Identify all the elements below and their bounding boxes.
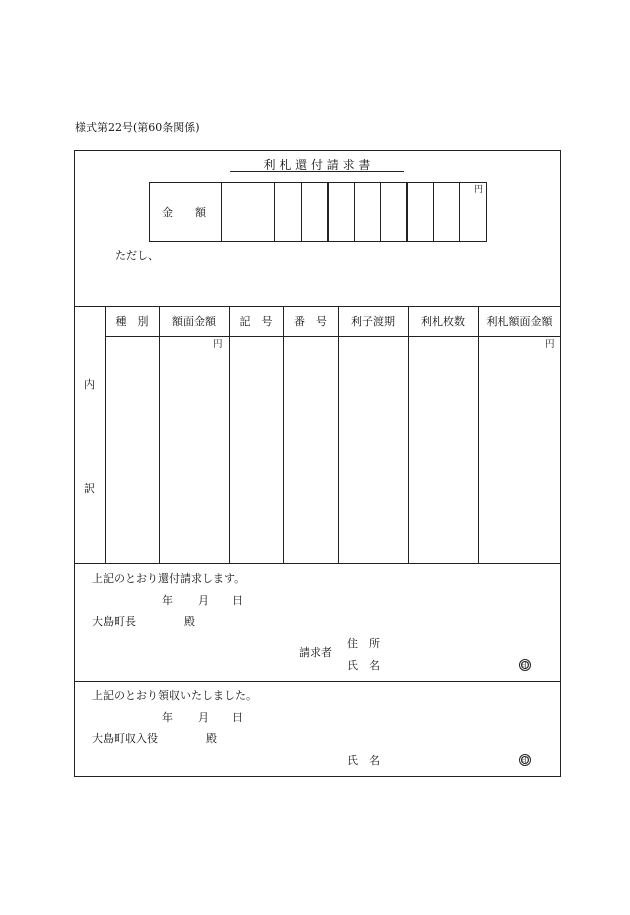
col-symbol: 記 号 <box>239 315 273 328</box>
receipt-year: 年 <box>162 711 173 724</box>
claimant-label: 請求者 <box>299 646 332 659</box>
breakdown-side-bottom: 訳 <box>84 482 95 495</box>
amount-unit: 円 <box>474 185 484 195</box>
receipt-name-label: 氏 名 <box>347 754 380 767</box>
face-value-unit: 円 <box>213 339 223 350</box>
request-day: 日 <box>232 594 243 607</box>
receipt-month: 月 <box>198 711 209 724</box>
col-coupon-total: 利札額面金額 <box>486 315 553 328</box>
receipt-day: 日 <box>232 711 243 724</box>
form-frame <box>74 150 561 777</box>
receipt-statement: 上記のとおり領収いたしました。 <box>92 689 257 702</box>
request-seal-icon: 印 <box>521 661 529 670</box>
receipt-addressee: 大島町収入役 <box>92 732 158 745</box>
receipt-honorific: 殿 <box>206 732 217 745</box>
request-month: 月 <box>198 594 209 607</box>
request-year: 年 <box>162 594 173 607</box>
request-addressee: 大島町長 <box>92 615 136 628</box>
request-statement: 上記のとおり還付請求します。 <box>92 572 246 585</box>
proviso-text: ただし、 <box>115 249 159 262</box>
breakdown-side-top: 内 <box>84 378 95 391</box>
col-type: 種 別 <box>115 315 149 328</box>
request-honorific: 殿 <box>184 615 195 628</box>
receipt-seal-icon: 印 <box>521 756 529 765</box>
coupon-total-unit: 円 <box>545 339 555 350</box>
title-underline <box>230 171 404 172</box>
col-coupon-count: 利札枚数 <box>421 315 465 328</box>
request-name-label: 氏 名 <box>347 659 380 672</box>
col-interest-period: 利子渡期 <box>351 315 395 328</box>
form-number: 様式第22号(第60条関係) <box>75 121 200 134</box>
col-face-value: 額面金額 <box>172 315 216 328</box>
col-number: 番 号 <box>294 315 327 328</box>
amount-label: 金 額 <box>162 206 206 219</box>
request-address-label: 住 所 <box>347 637 380 650</box>
form-title: 利 札 還 付 請 求 書 <box>263 158 371 172</box>
